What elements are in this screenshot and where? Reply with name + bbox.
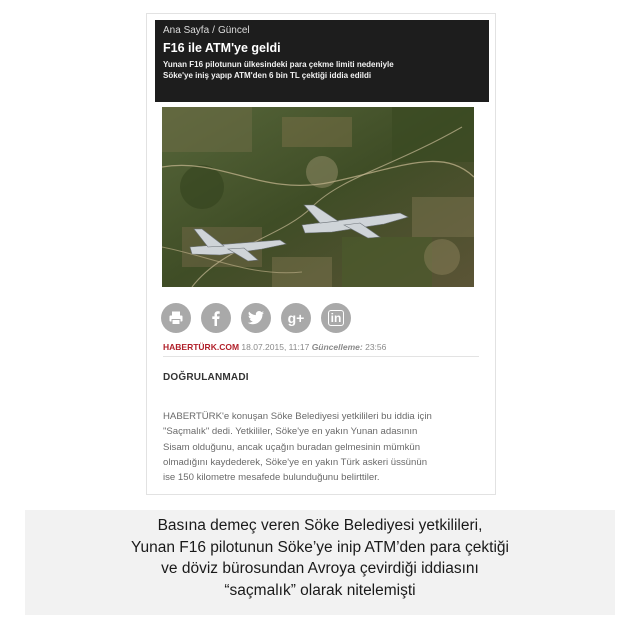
breadcrumb	[163, 25, 481, 37]
updated-label: Güncelleme:	[311, 342, 363, 352]
facebook-icon[interactable]	[201, 303, 231, 333]
article-subheading: DOĞRULANMADI	[163, 372, 249, 383]
article-meta	[163, 342, 386, 352]
meta-divider	[163, 356, 479, 357]
article-spot-line: Söke'ye iniş yapıp ATM'den 6 bin TL çektiği iddia edildi	[163, 71, 372, 80]
article-body-line: olmadığını kaydederek, Söke'ye en yakın Türk askeri üssünün	[163, 456, 428, 468]
caption-line: “saçmalık” olarak nitelemişti	[224, 581, 416, 599]
article-photo	[162, 107, 474, 287]
article-screenshot	[146, 13, 496, 495]
breadcrumb-home[interactable]: Ana Sayfa	[163, 25, 210, 36]
article-spot	[163, 59, 481, 81]
article-body-line: "Saçmalık" dedi. Yetkililer, Söke'ye en yakın Yunan adasının	[163, 426, 418, 438]
share-buttons	[161, 303, 351, 333]
source-link[interactable]: HABERTÜRK.COM	[163, 342, 240, 352]
image-caption	[25, 510, 615, 615]
caption-line: Basına demeç veren Söke Belediyesi yetkilileri,	[157, 517, 483, 534]
article-body	[163, 409, 481, 485]
google-plus-label: g+	[287, 310, 305, 326]
article-body-line: ise 150 kilometre mesafede bulunduğunu belirttiler.	[163, 472, 380, 484]
article-spot-line: Yunan F16 pilotunun ülkesindeki para çekme limiti nedeniyle	[163, 60, 394, 69]
caption-line: ve döviz bürosundan Avroya çevirdiği iddiasını	[161, 560, 479, 577]
twitter-icon[interactable]	[241, 303, 271, 333]
publish-date: 18.07.2015, 11:17	[241, 342, 310, 352]
caption-line: Yunan F16 pilotunun Söke’ye inip ATM’den para çektiği	[131, 538, 509, 556]
article-body-line: HABERTÜRK'e konuşan Söke Belediyesi yetkilileri bu iddia için	[163, 411, 432, 422]
article-body-line: Sisam olduğunu, ancak uçağın buradan gelmesinin mümkün	[163, 441, 421, 453]
linkedin-label: in	[328, 310, 345, 326]
google-plus-icon[interactable]	[281, 303, 311, 333]
article-header	[155, 20, 489, 102]
linkedin-icon[interactable]	[321, 303, 351, 333]
print-icon[interactable]	[161, 303, 191, 333]
breadcrumb-section[interactable]: Güncel	[217, 25, 250, 36]
article-title: F16 ile ATM'ye geldi	[163, 41, 281, 55]
updated-time: 23:56	[365, 342, 387, 352]
breadcrumb-separator: /	[212, 25, 215, 36]
